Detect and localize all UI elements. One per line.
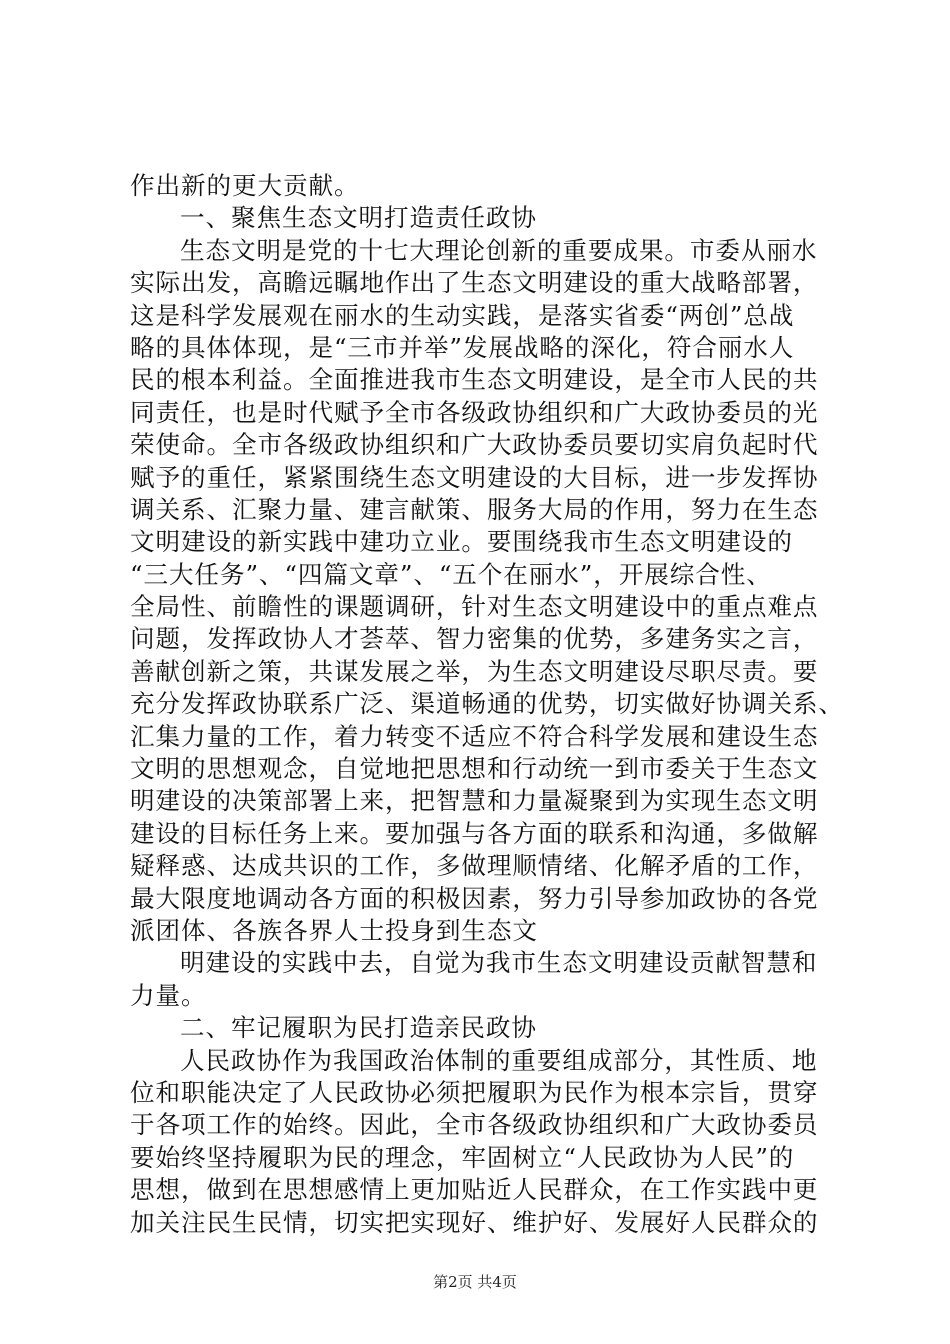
text-line: 充分发挥政协联系广泛、渠道畅通的优势，切实做好协调关系、 — [130, 689, 844, 719]
section-heading: 一、聚焦生态文明打造责任政协 — [180, 203, 537, 233]
text-line: 善献创新之策，共谋发展之举，为生态文明建设尽职尽责。要 — [130, 656, 819, 686]
text-line: 于各项工作的始终。因此，全市各级政协组织和广大政协委员 — [130, 1110, 819, 1140]
text-line: 派团体、各族各界人士投身到生态文 — [130, 915, 538, 945]
text-line: “三大任务”、“四篇文章”、“五个在丽水”，开展综合性、 — [130, 559, 772, 589]
text-line: 建设的目标任务上来。要加强与各方面的联系和沟通，多做解 — [130, 818, 819, 848]
text-line: 全局性、前瞻性的课题调研，针对生态文明建设中的重点难点 — [130, 592, 819, 622]
text-line: 民的根本利益。全面推进我市生态文明建设，是全市人民的共 — [130, 365, 819, 395]
text-line: 力量。 — [130, 980, 207, 1010]
page-footer — [0, 1272, 950, 1292]
paragraph-first-line: 生态文明是党的十七大理论创新的重要成果。市委从丽水 — [180, 235, 818, 265]
text-line: 汇集力量的工作，着力转变不适应不符合科学发展和建设生态 — [130, 721, 819, 751]
text-line: 位和职能决定了人民政协必须把履职为民作为根本宗旨，贯穿 — [130, 1077, 819, 1107]
text-line: 略的具体体现，是“三市并举”发展战略的深化，符合丽水人 — [130, 332, 795, 362]
text-line: 作出新的更大贡献。 — [130, 171, 360, 200]
text-line: 赋予的重任，紧紧围绕生态文明建设的大目标，进一步发挥协 — [130, 462, 819, 492]
text-line: 文明建设的新实践中建功立业。要围绕我市生态文明建设的 — [130, 527, 793, 557]
text-line: 这是科学发展观在丽水的生动实践，是落实省委“两创”总战 — [130, 300, 795, 330]
text-line: 最大限度地调动各方面的积极因素，努力引导参加政协的各党 — [130, 883, 819, 913]
text-line: 实际出发，高瞻远瞩地作出了生态文明建设的重大战略部署， — [130, 268, 819, 298]
paragraph-first-line: 明建设的实践中去，自觉为我市生态文明建设贡献智慧和 — [180, 948, 818, 978]
text-line: 同责任，也是时代赋予全市各级政协组织和广大政协委员的光 — [130, 397, 819, 427]
text-line: 明建设的决策部署上来，把智慧和力量凝聚到为实现生态文明 — [130, 786, 819, 816]
text-line: 问题，发挥政协人才荟萃、智力密集的优势，多建务实之言， — [130, 624, 819, 654]
text-line: 要始终坚持履职为民的理念，牢固树立“人民政协为人民”的 — [130, 1142, 795, 1172]
text-line: 加关注民生民情，切实把实现好、维护好、发展好人民群众的 — [130, 1207, 819, 1237]
text-line: 荣使命。全市各级政协组织和广大政协委员要切实肩负起时代 — [130, 430, 819, 460]
text-line: 思想，做到在思想感情上更加贴近人民群众，在工作实践中更 — [130, 1175, 819, 1205]
page-number-label: 第2页 共4页 — [433, 1273, 517, 1291]
text-line: 疑释惑、达成共识的工作，多做理顺情绪、化解矛盾的工作， — [130, 851, 819, 881]
section-heading: 二、牢记履职为民打造亲民政协 — [180, 1013, 537, 1043]
document-body — [130, 170, 844, 1239]
text-line: 调关系、汇聚力量、建言献策、服务大局的作用，努力在生态 — [130, 494, 819, 524]
paragraph-first-line: 人民政协作为我国政治体制的重要组成部分，其性质、地 — [180, 1045, 818, 1075]
text-line: 文明的思想观念，自觉地把思想和行动统一到市委关于生态文 — [130, 754, 819, 784]
